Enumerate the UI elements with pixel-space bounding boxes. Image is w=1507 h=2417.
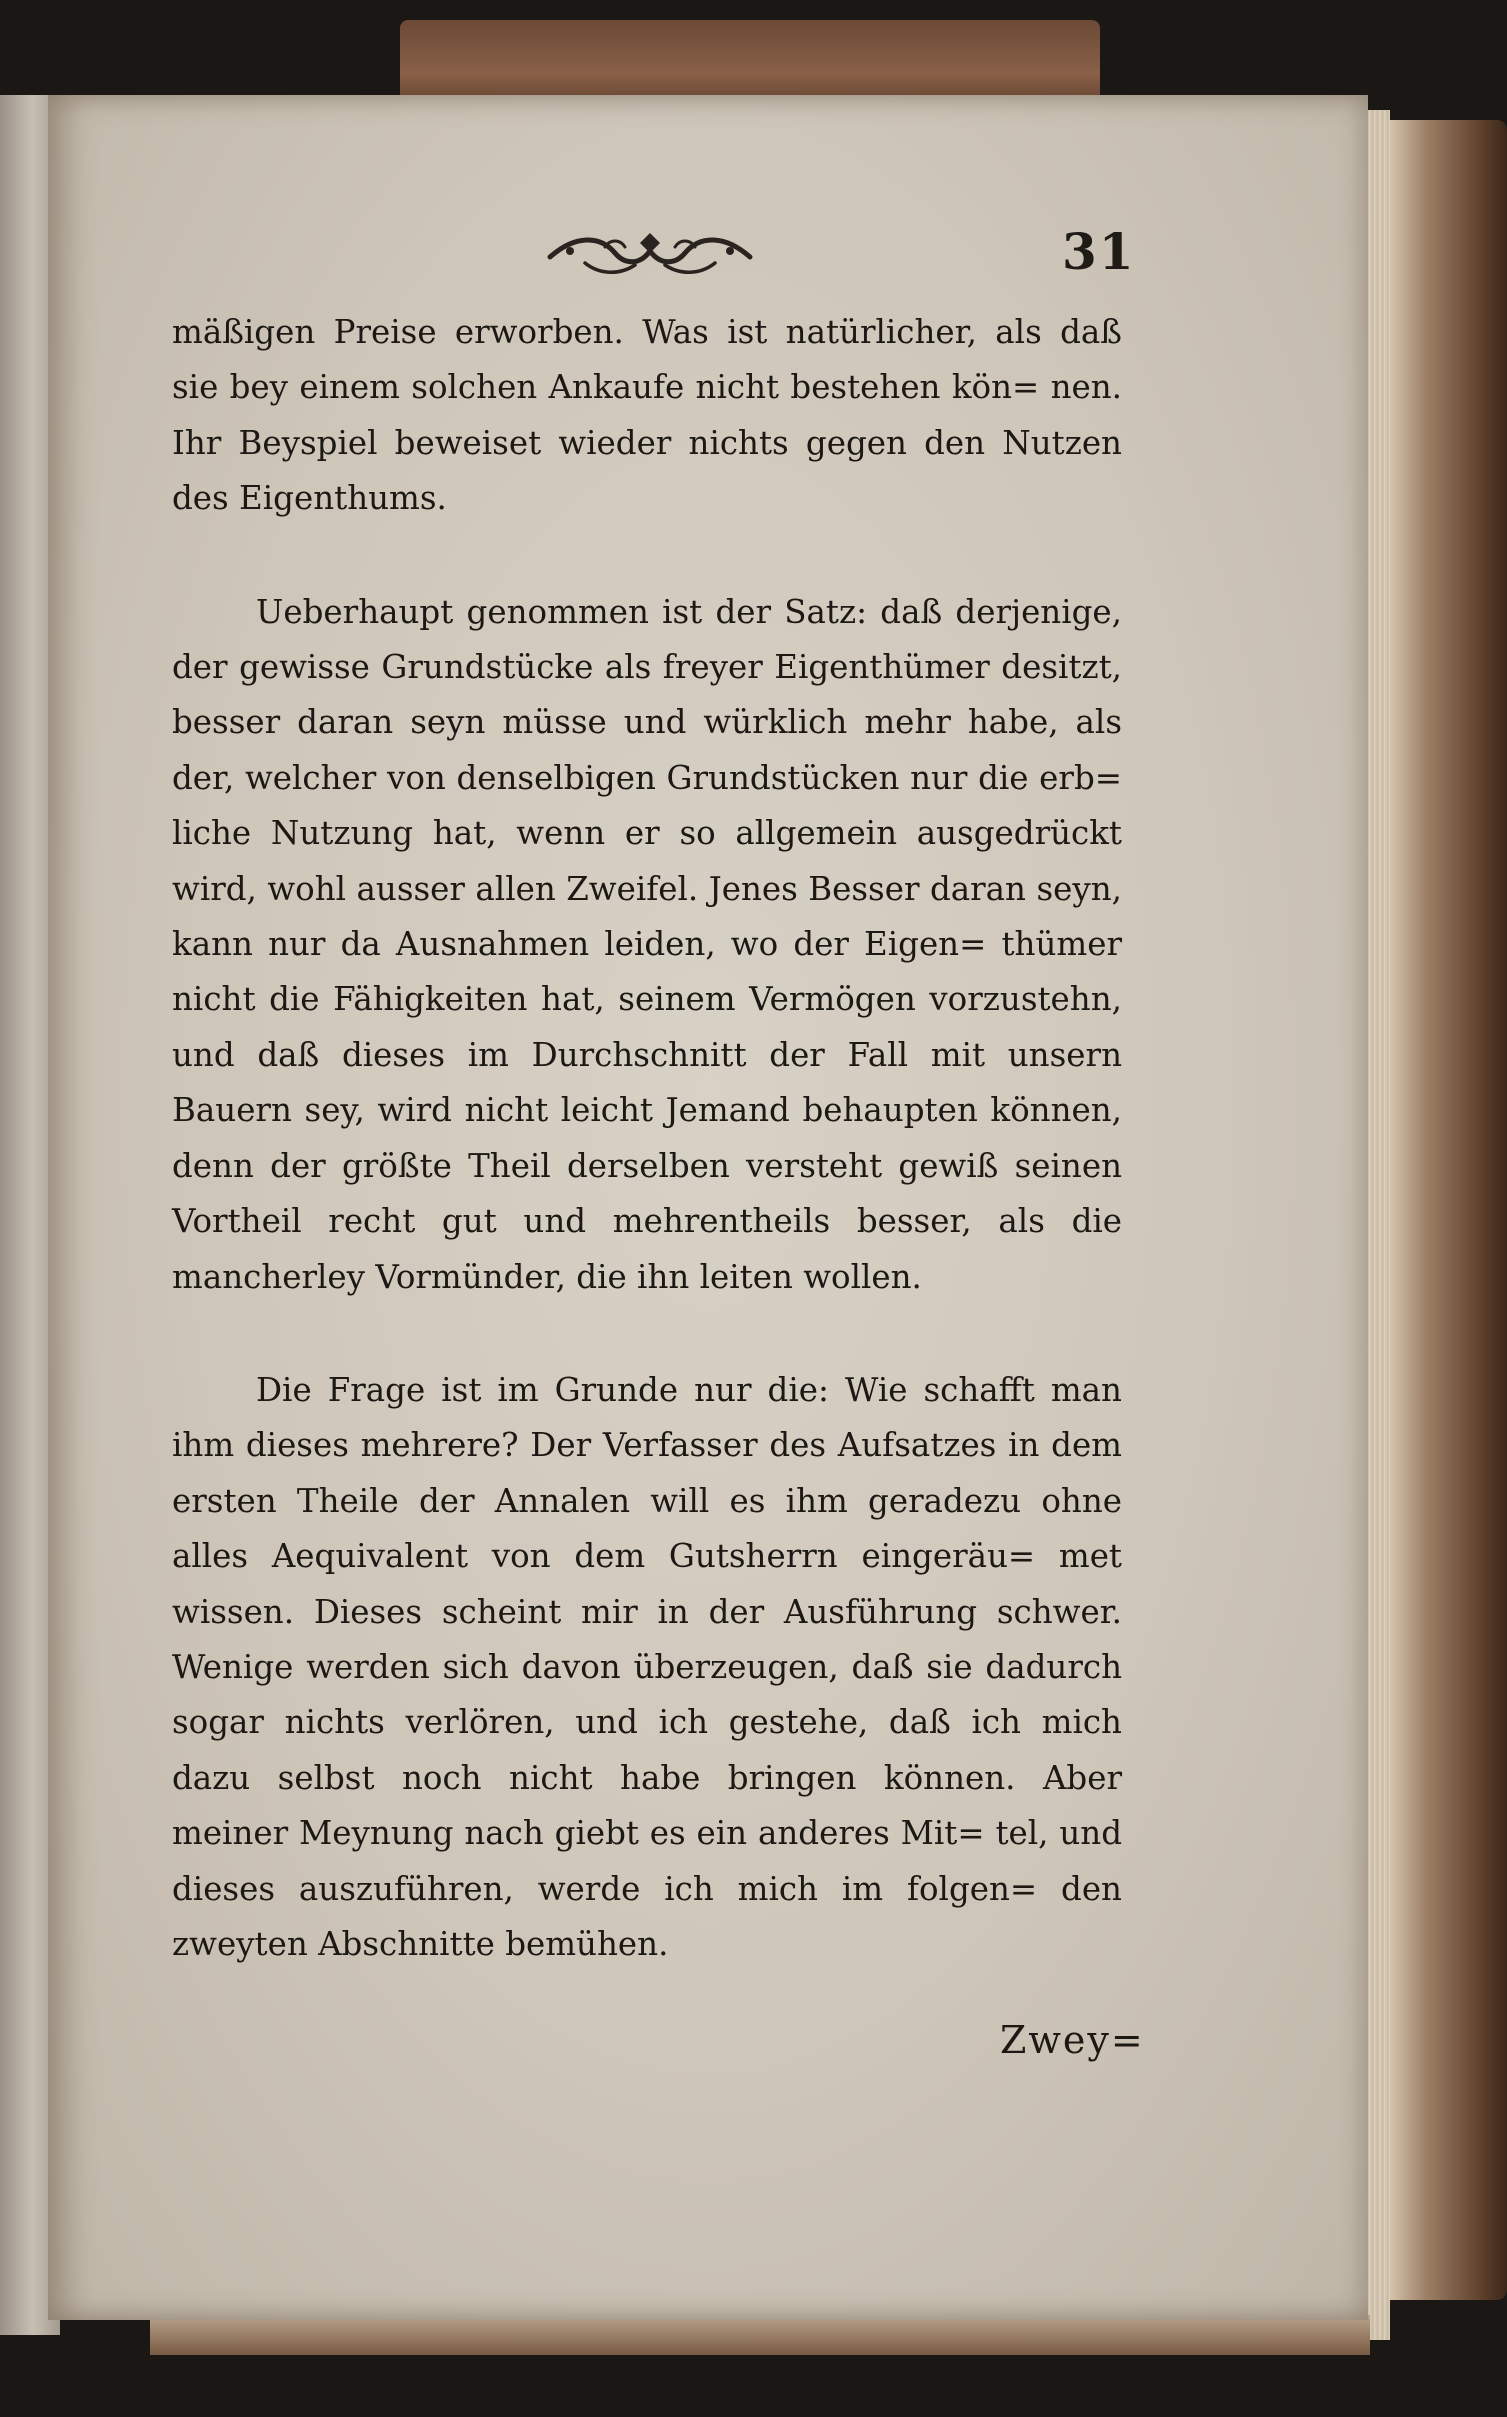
paragraph-2: Ueberhaupt genommen ist der Satz: daß derjenige, der gewisse Grundstücke als freyer Eigenthümer desitzt, besser daran seyn müsse und würklich mehr habe, als der, welcher von denselbigen Grundstücken nur die erb= liche Nutzung hat, wenn er so allgemein ausgedrückt wird, wohl ausser allen Zweifel. Jenes Besser daran seyn, kann nur da Ausnahmen leiden, wo der Eigen= thümer nicht die Fähigkeiten hat, seinem Vermögen vorzustehn, und daß dieses im Durchschnitt der Fall mit unsern Bauern sey, wird nicht leicht Jemand behaupten können, denn der größte Theil derselben versteht gewiß seinen Vortheil recht gut und mehrentheils besser, als die mancherley Vormünder, die ihn leiten wollen. [172,592,1122,1296]
catchword: Zwey= [1000,2018,1145,2062]
page-number: 31 [1062,222,1136,281]
page-body [172,305,1122,1972]
book-bottom-edge [150,2315,1370,2355]
paragraph-1: mäßigen Preise erworben. Was ist natürlicher, als daß sie bey einem solchen Ankaufe nicht bestehen kön= nen. Ihr Beyspiel beweiset wieder nichts gegen den Nutzen des Eigenthums. [172,313,1122,518]
paragraph-3: Die Frage ist im Grunde nur die: Wie schafft man ihm dieses mehrere? Der Verfasser des Aufsatzes in dem ersten Theile der Annalen will es ihm geradezu ohne alles Aequivalent von dem Gutsherrn eingeräu= met wissen. Dieses scheint mir in der Ausführung schwer. Wenige werden sich davon überzeugen, daß sie dadurch sogar nichts verlören, und ich gestehe, daß ich mich dazu selbst noch nicht habe bringen können. Aber meiner Meynung nach giebt es ein anderes Mit= tel, und dieses auszuführen, werde ich mich im folgen= den zweyten Abschnitte bemühen. [172,1370,1122,1963]
scroll-flourish-icon [545,225,755,285]
